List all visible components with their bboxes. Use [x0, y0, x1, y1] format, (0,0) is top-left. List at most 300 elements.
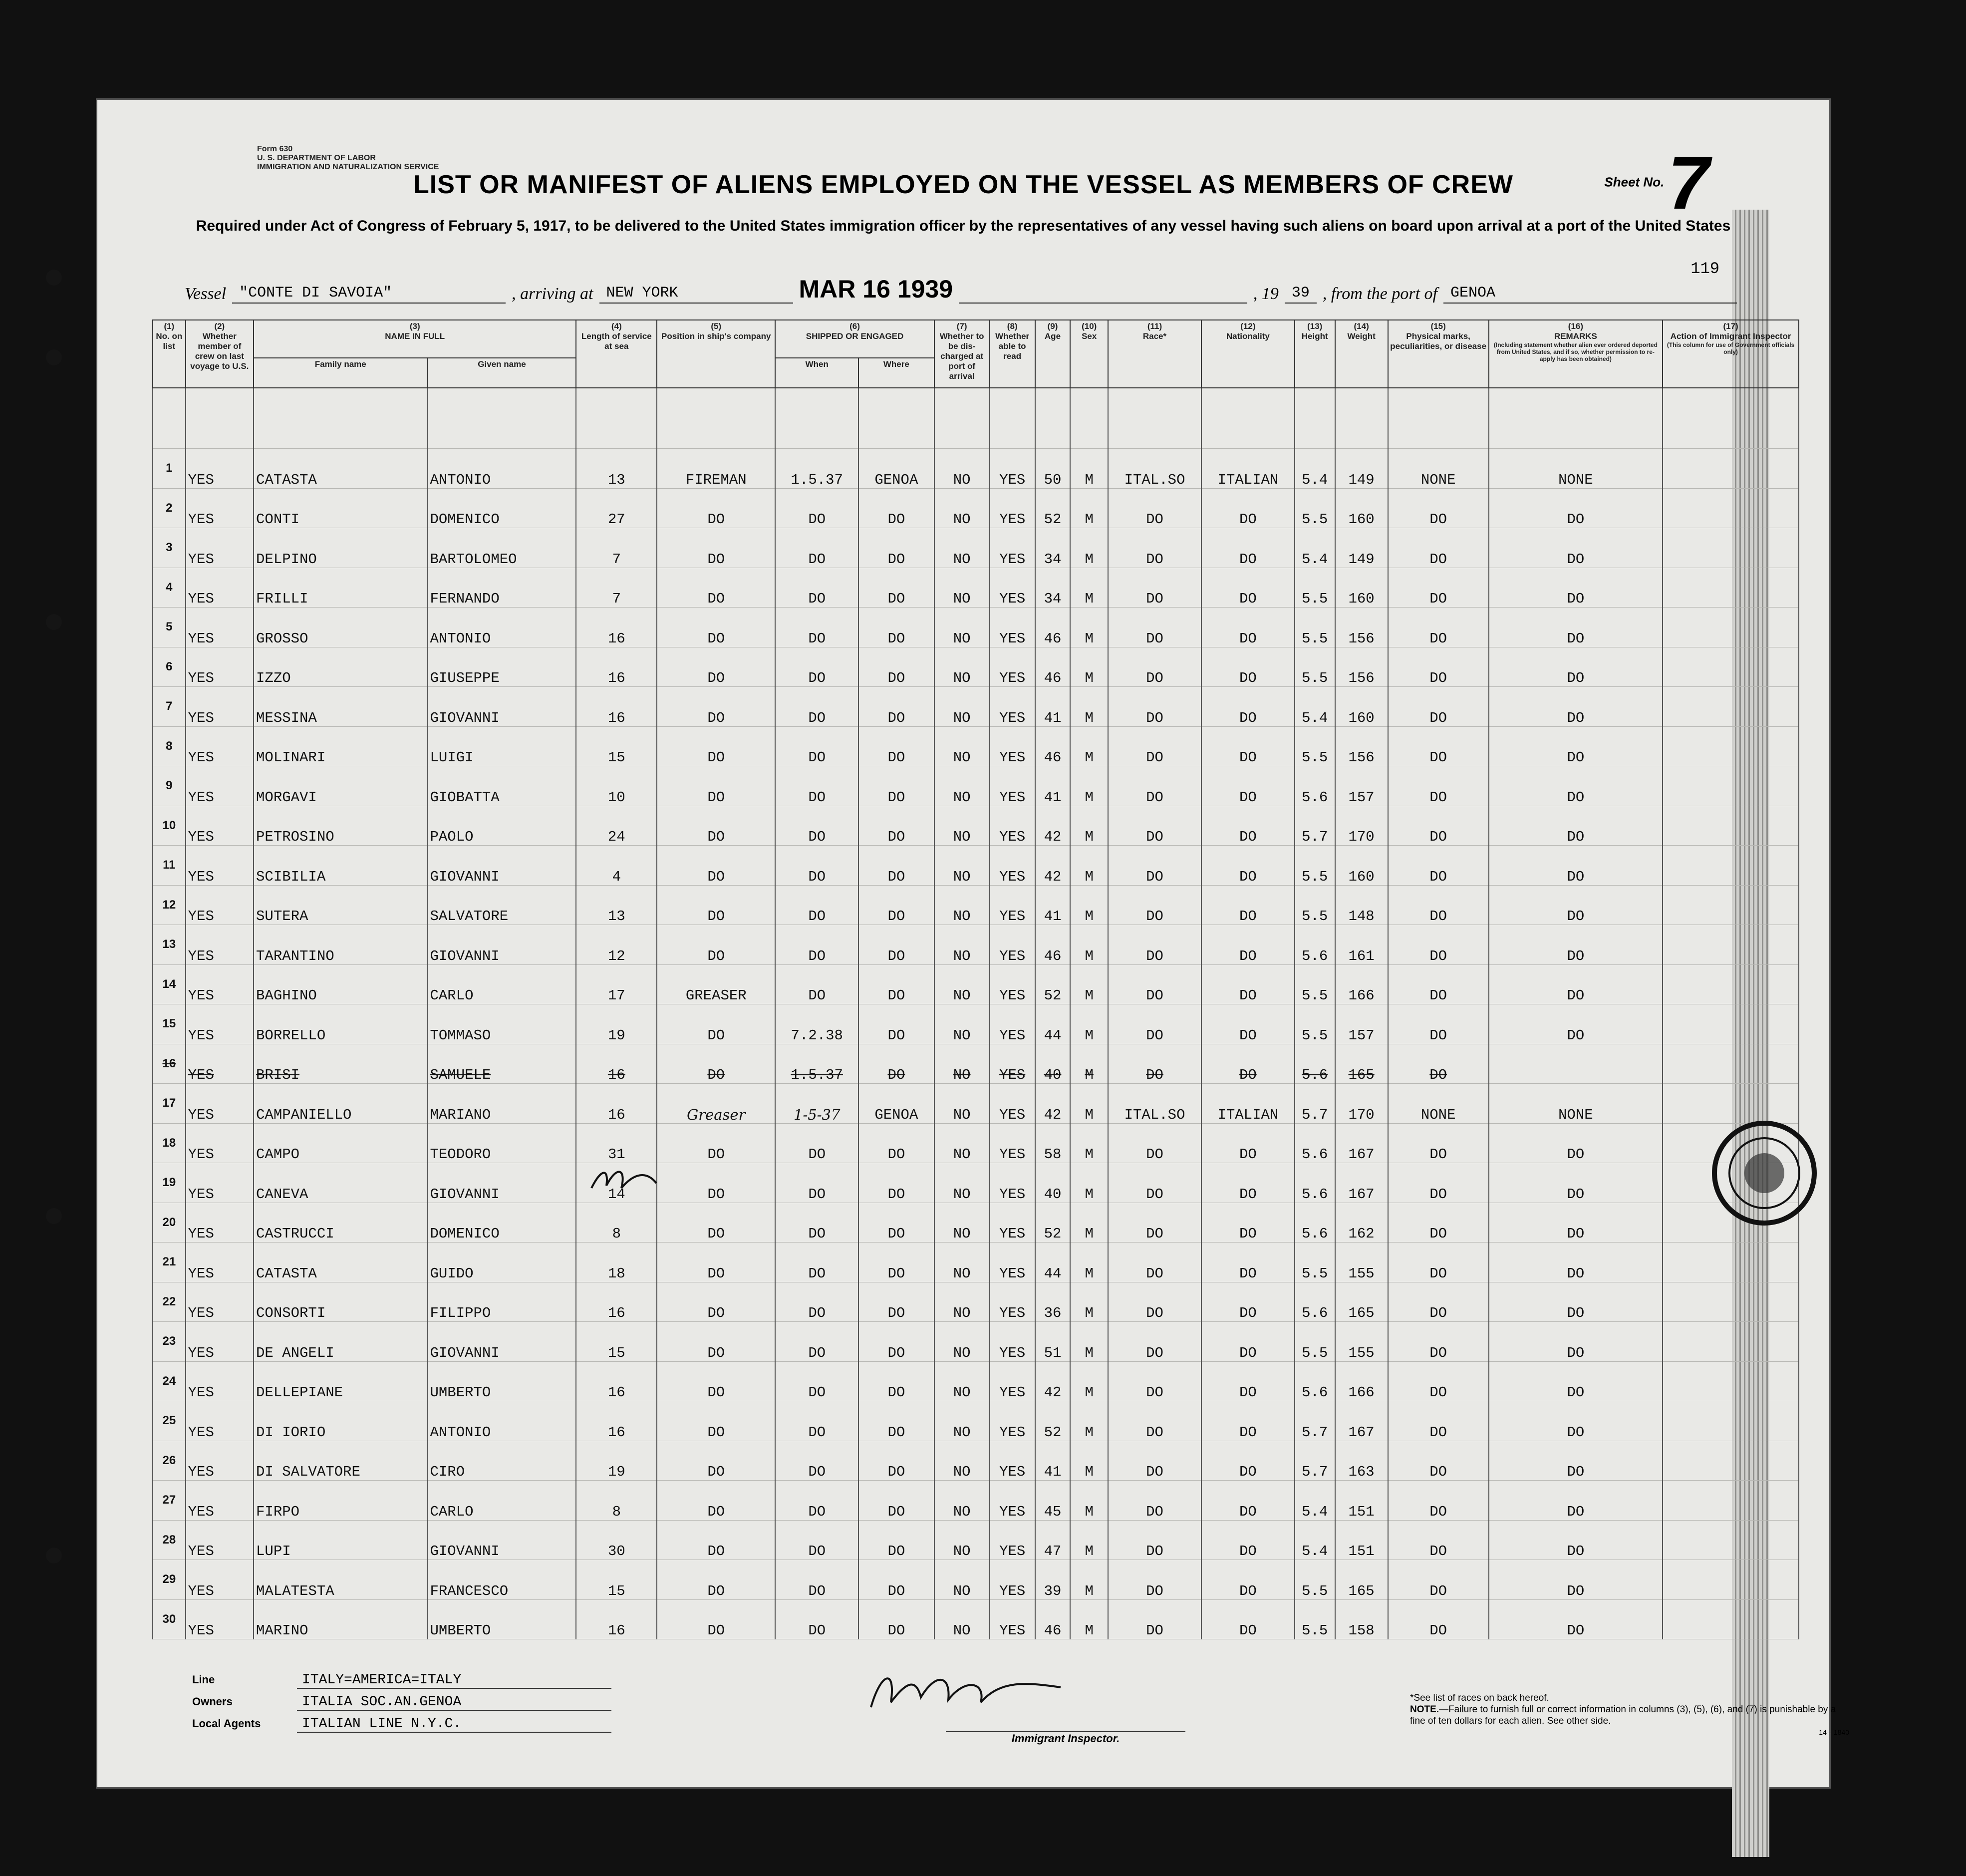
column-label: Sex — [1082, 331, 1097, 341]
crew-cell: 160 — [1335, 568, 1388, 608]
crew-cell: MALATESTA — [254, 1560, 427, 1600]
column-subheader: Given name — [428, 358, 576, 388]
crew-cell: DO — [657, 1243, 775, 1282]
crew-cell: NO — [934, 568, 990, 608]
column-label: Height — [1301, 331, 1328, 341]
crew-cell: 51 — [1035, 1322, 1071, 1362]
print-code: 14—1840 — [1819, 1728, 1849, 1736]
column-label: Position in ship's company — [661, 331, 771, 341]
crew-cell: DO — [1108, 608, 1201, 647]
crew-cell: CAMPO — [254, 1123, 427, 1163]
crew-cell: 5.6 — [1295, 1163, 1335, 1203]
crew-cell: DO — [657, 1560, 775, 1600]
crew-cell — [1663, 726, 1799, 766]
crew-cell: 40 — [1035, 1044, 1071, 1084]
column-number: (2) — [214, 321, 225, 331]
crew-cell: SALVATORE — [428, 885, 576, 925]
crew-cell: M — [1070, 1243, 1108, 1282]
crew-cell: NONE — [1388, 449, 1489, 489]
crew-cell: DO — [1201, 766, 1295, 806]
crew-cell: 5.4 — [1295, 687, 1335, 727]
row-number: 1 — [153, 449, 186, 489]
crew-cell: DO — [775, 846, 858, 886]
crew-row — [153, 1203, 1799, 1243]
row-number: 18 — [153, 1123, 186, 1163]
crew-cell: TARANTINO — [254, 925, 427, 965]
crew-cell: FRILLI — [254, 568, 427, 608]
crew-cell: DO — [1388, 885, 1489, 925]
crew-table — [152, 319, 1799, 1639]
crew-cell: Greaser — [657, 1084, 775, 1124]
crew-cell: M — [1070, 1599, 1108, 1639]
crew-cell: M — [1070, 1004, 1108, 1044]
crew-cell: GIOBATTA — [428, 766, 576, 806]
crew-cell: DO — [1388, 687, 1489, 727]
crew-cell: DO — [1201, 1282, 1295, 1322]
crew-cell: 7 — [576, 568, 657, 608]
crew-cell: DO — [1108, 1599, 1201, 1639]
crew-cell: 42 — [1035, 1361, 1071, 1401]
crew-cell: 167 — [1335, 1163, 1388, 1203]
column-header — [1489, 320, 1663, 388]
crew-cell: DO — [1108, 1243, 1201, 1282]
crew-cell: DO — [1108, 1322, 1201, 1362]
crew-cell: 52 — [1035, 964, 1071, 1004]
column-number: (14) — [1354, 321, 1369, 331]
crew-cell: 52 — [1035, 1203, 1071, 1243]
crew-cell: 5.5 — [1295, 964, 1335, 1004]
crew-cell: DO — [657, 687, 775, 727]
crew-cell: 16 — [576, 647, 657, 687]
column-label: Whether to be dis-charged at port of arrival — [939, 331, 984, 381]
crew-cell: DO — [1388, 1282, 1489, 1322]
spacer-cell — [1663, 388, 1799, 449]
crew-cell: 10 — [576, 766, 657, 806]
crew-cell: YES — [186, 528, 254, 568]
crew-cell: DO — [775, 647, 858, 687]
crew-cell: NO — [934, 608, 990, 647]
crew-cell: 160 — [1335, 687, 1388, 727]
crew-cell: CANEVA — [254, 1163, 427, 1203]
crew-cell: DO — [657, 885, 775, 925]
crew-cell: 151 — [1335, 1481, 1388, 1521]
crew-cell: NO — [934, 1243, 990, 1282]
crew-cell: BARTOLOMEO — [428, 528, 576, 568]
crew-cell: NO — [934, 846, 990, 886]
crew-cell: CATASTA — [254, 449, 427, 489]
crew-row — [153, 964, 1799, 1004]
crew-cell: DELPINO — [254, 528, 427, 568]
crew-row — [153, 1282, 1799, 1322]
column-header — [657, 320, 775, 388]
crew-cell: YES — [990, 1203, 1035, 1243]
crew-cell: DO — [1108, 528, 1201, 568]
crew-cell: NO — [934, 1560, 990, 1600]
row-number: 15 — [153, 1004, 186, 1044]
crew-cell: 5.7 — [1295, 1084, 1335, 1124]
crew-cell: DO — [1201, 806, 1295, 846]
crew-cell: 149 — [1335, 528, 1388, 568]
crew-cell: YES — [186, 925, 254, 965]
crew-cell: ITAL.SO — [1108, 1084, 1201, 1124]
crew-row — [153, 488, 1799, 528]
crew-cell: DO — [1108, 846, 1201, 886]
crew-cell: 52 — [1035, 488, 1071, 528]
crew-cell: DO — [657, 766, 775, 806]
crew-cell: M — [1070, 449, 1108, 489]
crew-cell: DO — [775, 1441, 858, 1481]
crew-cell: DO — [657, 1520, 775, 1560]
crew-cell: DO — [1108, 1401, 1201, 1441]
crew-cell: YES — [990, 687, 1035, 727]
crew-cell: YES — [186, 1401, 254, 1441]
row-number: 4 — [153, 568, 186, 608]
crew-cell: 155 — [1335, 1243, 1388, 1282]
crew-cell: YES — [990, 1123, 1035, 1163]
crew-cell: 148 — [1335, 885, 1388, 925]
crew-cell: NO — [934, 1322, 990, 1362]
crew-cell: M — [1070, 687, 1108, 727]
crew-cell: SUTERA — [254, 885, 427, 925]
crew-cell: DO — [1201, 1599, 1295, 1639]
column-header — [1663, 320, 1799, 388]
spacer-cell — [576, 388, 657, 449]
crew-cell: 15 — [576, 726, 657, 766]
crew-cell: 16 — [576, 1044, 657, 1084]
column-header — [1108, 320, 1201, 388]
crew-cell: 5.5 — [1295, 647, 1335, 687]
crew-cell: YES — [186, 1520, 254, 1560]
manifest-page — [97, 100, 1849, 1787]
vessel-label: Vessel — [185, 285, 227, 303]
crew-cell: DO — [1388, 488, 1489, 528]
crew-cell: DO — [1201, 1401, 1295, 1441]
crew-cell: CATASTA — [254, 1243, 427, 1282]
crew-cell: DO — [1489, 608, 1663, 647]
form-number: Form 630 — [257, 145, 293, 153]
crew-cell: DO — [858, 1322, 934, 1362]
crew-cell: DO — [858, 1599, 934, 1639]
crew-cell: DI SALVATORE — [254, 1441, 427, 1481]
crew-cell: DO — [1108, 568, 1201, 608]
crew-cell: YES — [990, 1401, 1035, 1441]
crew-cell: DO — [858, 1203, 934, 1243]
crew-cell: GIOVANNI — [428, 846, 576, 886]
crew-cell: DO — [1108, 1163, 1201, 1203]
crew-cell — [1663, 1441, 1799, 1481]
crew-cell: M — [1070, 1163, 1108, 1203]
crew-cell: CARLO — [428, 964, 576, 1004]
binder-hole — [46, 614, 62, 630]
crew-cell: 167 — [1335, 1401, 1388, 1441]
column-number: (15) — [1430, 321, 1446, 331]
column-note: (Including statement whether alien ever ordered deported from United States, and if so, whether permission to re-apply has been obtained) — [1493, 341, 1658, 362]
crew-cell: 167 — [1335, 1123, 1388, 1163]
crew-cell: DO — [1489, 1599, 1663, 1639]
crew-cell: 16 — [576, 1361, 657, 1401]
crew-cell: 5.5 — [1295, 1322, 1335, 1362]
crew-cell: GIOVANNI — [428, 1322, 576, 1362]
crew-cell: CIRO — [428, 1441, 576, 1481]
crew-cell: 58 — [1035, 1123, 1071, 1163]
row-number: 13 — [153, 925, 186, 965]
spacer-cell — [657, 388, 775, 449]
crew-cell: YES — [186, 608, 254, 647]
crew-row — [153, 528, 1799, 568]
crew-cell: 163 — [1335, 1441, 1388, 1481]
crew-cell: YES — [186, 1243, 254, 1282]
crew-cell: DO — [1388, 846, 1489, 886]
crew-cell: DO — [858, 1282, 934, 1322]
crew-cell: 158 — [1335, 1599, 1388, 1639]
crew-cell: DO — [1201, 1520, 1295, 1560]
crew-cell: DO — [775, 1401, 858, 1441]
crew-cell: 13 — [576, 885, 657, 925]
crew-cell: YES — [990, 1441, 1035, 1481]
crew-cell: DO — [1108, 488, 1201, 528]
crew-cell: 165 — [1335, 1560, 1388, 1600]
owners-value: ITALIA SOC.AN.GENOA — [297, 1694, 611, 1711]
crew-cell: DELLEPIANE — [254, 1361, 427, 1401]
crew-row — [153, 1481, 1799, 1521]
row-number: 17 — [153, 1084, 186, 1124]
crew-cell: M — [1070, 1322, 1108, 1362]
date-line — [959, 303, 1247, 304]
crew-cell: DO — [858, 806, 934, 846]
crew-cell — [1663, 528, 1799, 568]
crew-cell: CASTRUCCI — [254, 1203, 427, 1243]
crew-cell: DO — [657, 1481, 775, 1521]
column-header — [990, 320, 1035, 388]
agents-value: ITALIAN LINE N.Y.C. — [297, 1716, 611, 1733]
crew-cell: TOMMASO — [428, 1004, 576, 1044]
crew-row — [153, 1044, 1799, 1084]
row-number: 28 — [153, 1520, 186, 1560]
crew-cell: DO — [1108, 1203, 1201, 1243]
crew-cell: DO — [775, 1123, 858, 1163]
crew-cell: 36 — [1035, 1282, 1071, 1322]
crew-cell: DO — [1108, 647, 1201, 687]
owners-label: Owners — [192, 1695, 233, 1708]
crew-cell: 5.7 — [1295, 1441, 1335, 1481]
crew-cell — [1663, 488, 1799, 528]
crew-cell: DO — [1201, 1361, 1295, 1401]
crew-cell: M — [1070, 1044, 1108, 1084]
crew-cell: DO — [1388, 1560, 1489, 1600]
crew-cell: YES — [990, 1481, 1035, 1521]
crew-cell: DO — [657, 568, 775, 608]
crew-cell: DO — [1201, 1044, 1295, 1084]
crew-cell: DO — [1201, 488, 1295, 528]
crew-cell: M — [1070, 1481, 1108, 1521]
crew-cell: YES — [186, 1322, 254, 1362]
crew-cell: NO — [934, 766, 990, 806]
line-row — [192, 1672, 1789, 1694]
crew-cell: NO — [934, 964, 990, 1004]
crew-cell: 156 — [1335, 647, 1388, 687]
crew-cell — [1663, 885, 1799, 925]
crew-cell: DO — [858, 1004, 934, 1044]
crew-cell: 16 — [576, 1401, 657, 1441]
arriving-label: , arriving at — [512, 285, 593, 303]
crew-cell: M — [1070, 1441, 1108, 1481]
crew-cell: DO — [858, 1481, 934, 1521]
voyage-line — [185, 275, 1737, 304]
crew-cell: DO — [657, 1401, 775, 1441]
crew-cell: DO — [1201, 1203, 1295, 1243]
crew-cell: 34 — [1035, 568, 1071, 608]
crew-cell: 24 — [576, 806, 657, 846]
crew-cell: DO — [1388, 1123, 1489, 1163]
crew-cell: DO — [657, 647, 775, 687]
crew-cell — [1489, 1044, 1663, 1084]
column-label: Action of Immigrant Inspector — [1670, 331, 1791, 341]
crew-cell: 151 — [1335, 1520, 1388, 1560]
spacer-cell — [186, 388, 254, 449]
crew-cell: 52 — [1035, 1401, 1071, 1441]
crew-cell: 149 — [1335, 449, 1388, 489]
row-number: 25 — [153, 1401, 186, 1441]
crew-cell: 50 — [1035, 449, 1071, 489]
crew-cell: DO — [1489, 1004, 1663, 1044]
crew-cell: DO — [1108, 885, 1201, 925]
column-number: (16) — [1568, 321, 1584, 331]
crew-cell: YES — [990, 1163, 1035, 1203]
crew-cell: DO — [1388, 925, 1489, 965]
crew-cell: 42 — [1035, 846, 1071, 886]
crew-cell: M — [1070, 1123, 1108, 1163]
crew-cell: DO — [858, 528, 934, 568]
crew-cell: DO — [1201, 846, 1295, 886]
spacer-cell — [254, 388, 427, 449]
crew-cell: DO — [1489, 1322, 1663, 1362]
crew-cell: M — [1070, 647, 1108, 687]
crew-cell: DO — [858, 925, 934, 965]
crew-cell: 5.4 — [1295, 1481, 1335, 1521]
crew-cell: FIRPO — [254, 1481, 427, 1521]
crew-cell: MARINO — [254, 1599, 427, 1639]
crew-cell: GENOA — [858, 449, 934, 489]
crew-cell: NO — [934, 1084, 990, 1124]
column-subheader: Family name — [254, 358, 427, 388]
crew-cell: YES — [990, 449, 1035, 489]
crew-cell: DO — [775, 766, 858, 806]
crew-cell: 156 — [1335, 608, 1388, 647]
crew-cell: GIOVANNI — [428, 1520, 576, 1560]
spacer-cell — [1070, 388, 1108, 449]
crew-cell: DO — [858, 1361, 934, 1401]
page-number: 119 — [1690, 260, 1719, 278]
crew-cell: YES — [990, 608, 1035, 647]
row-number: 3 — [153, 528, 186, 568]
crew-cell: DO — [1388, 1044, 1489, 1084]
footnote — [1410, 1692, 1849, 1738]
crew-cell: 46 — [1035, 1599, 1071, 1639]
crew-cell: DO — [1489, 885, 1663, 925]
crew-cell: 156 — [1335, 726, 1388, 766]
crew-cell: DO — [657, 726, 775, 766]
crew-cell: NO — [934, 806, 990, 846]
crew-row — [153, 568, 1799, 608]
crew-cell: DO — [1489, 1441, 1663, 1481]
crew-cell: 5.5 — [1295, 568, 1335, 608]
crew-cell: DO — [775, 568, 858, 608]
crew-cell: DO — [1108, 925, 1201, 965]
crew-cell: 161 — [1335, 925, 1388, 965]
spacer-cell — [428, 388, 576, 449]
crew-cell: DO — [1201, 1004, 1295, 1044]
crew-row — [153, 1401, 1799, 1441]
row-number: 8 — [153, 726, 186, 766]
crew-cell: 44 — [1035, 1243, 1071, 1282]
spacer-cell — [1108, 388, 1201, 449]
crew-cell: DO — [1489, 806, 1663, 846]
crew-cell: DO — [1201, 568, 1295, 608]
crew-cell: YES — [990, 1322, 1035, 1362]
crew-cell: DE ANGELI — [254, 1322, 427, 1362]
crew-cell: DO — [1108, 806, 1201, 846]
crew-cell: 5.6 — [1295, 1203, 1335, 1243]
crew-cell: M — [1070, 1203, 1108, 1243]
crew-cell: DO — [1201, 1322, 1295, 1362]
crew-cell: ITALIAN — [1201, 1084, 1295, 1124]
crew-cell: NO — [934, 1599, 990, 1639]
crew-cell: DO — [1489, 925, 1663, 965]
crew-cell: ANTONIO — [428, 449, 576, 489]
crew-cell: ITAL.SO — [1108, 449, 1201, 489]
crew-cell: MOLINARI — [254, 726, 427, 766]
crew-cell: 19 — [576, 1441, 657, 1481]
crew-cell: M — [1070, 1361, 1108, 1401]
crew-cell: 5.4 — [1295, 528, 1335, 568]
crew-cell: 14 — [576, 1163, 657, 1203]
crew-cell: DO — [657, 528, 775, 568]
crew-cell: 27 — [576, 488, 657, 528]
crew-cell: MORGAVI — [254, 766, 427, 806]
crew-cell: DO — [775, 806, 858, 846]
crew-cell: DO — [1388, 1441, 1489, 1481]
crew-cell: 166 — [1335, 964, 1388, 1004]
crew-cell: DO — [775, 726, 858, 766]
crew-cell: DO — [657, 1322, 775, 1362]
crew-cell — [1663, 1560, 1799, 1600]
crew-row — [153, 449, 1799, 489]
column-label: Race* — [1142, 331, 1167, 341]
crew-cell: DO — [858, 1044, 934, 1084]
crew-cell: 19 — [576, 1004, 657, 1044]
crew-cell: 46 — [1035, 608, 1071, 647]
row-number: 24 — [153, 1361, 186, 1401]
races-note: *See list of races on back hereof. — [1410, 1693, 1549, 1703]
binder-hole — [46, 1208, 62, 1224]
column-number: (8) — [1007, 321, 1018, 331]
row-number: 23 — [153, 1322, 186, 1362]
crew-cell: YES — [990, 568, 1035, 608]
crew-cell: 5.5 — [1295, 1004, 1335, 1044]
crew-cell: DO — [858, 568, 934, 608]
crew-cell: M — [1070, 806, 1108, 846]
crew-cell: 155 — [1335, 1322, 1388, 1362]
crew-cell: DO — [1489, 766, 1663, 806]
crew-cell: DO — [1388, 1243, 1489, 1282]
crew-cell: GIUSEPPE — [428, 647, 576, 687]
page-title: LIST OR MANIFEST OF ALIENS EMPLOYED ON THE VESSEL AS MEMBERS OF CREW — [413, 170, 1513, 199]
spacer-cell — [153, 388, 186, 449]
crew-cell: YES — [186, 1282, 254, 1322]
crew-cell: DO — [775, 488, 858, 528]
note-text: —Failure to furnish full or correct information in columns (3), (5), (6), and (7) is punishable by a fine of ten dollars for each alien. See other side. — [1410, 1704, 1836, 1726]
crew-cell: DO — [1108, 1282, 1201, 1322]
